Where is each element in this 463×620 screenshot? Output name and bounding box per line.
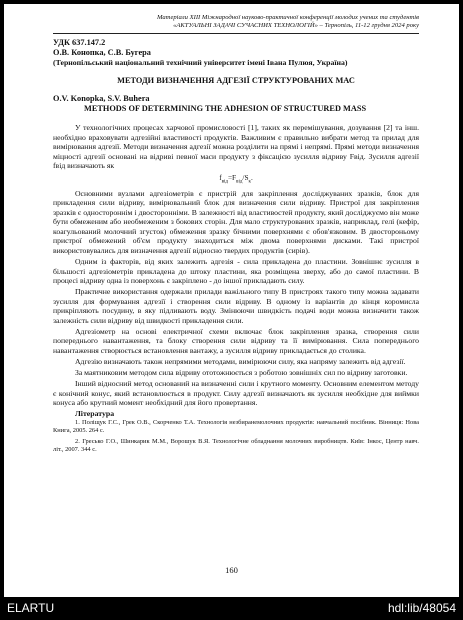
title-ukrainian: МЕТОДИ ВИЗНАЧЕННЯ АДГЕЗІЇ СТРУКТУРОВАНИХ МАС [117, 76, 355, 86]
handle-id: hdl:lib/48054 [387, 601, 456, 615]
page-number: 160 [225, 565, 238, 575]
paragraph-7: За маятниковим методом сила відриву ототожнюється з роботою зовнішніх сил по відриву заготовки. [75, 367, 408, 377]
page-content [53, 14, 419, 457]
literature-heading: Література [75, 409, 115, 419]
document-page [4, 4, 459, 597]
udc-code: УДК 637.147.2 [53, 38, 106, 48]
authors-ua: О.В. Конопка, С.В. Бугера [53, 48, 151, 58]
article-body [53, 123, 419, 454]
reference-2: 2. Гресько Г.О., Шинкарик М.М., Ворошук В.Я. Технологічне обладнання молочних виробництв. Київ: Інкос, Центр навч. літ., 2007. 344 с. [53, 438, 419, 454]
repository-name: ELARTU [7, 601, 55, 615]
affiliation: (Тернопільський національний технічний університет імені Івана Пулюя, Україна) [53, 58, 348, 68]
authors-en: O.V. Konopka, S.V. Buhera [53, 94, 150, 104]
reference-1: 1. Поліщук Г.С., Грек О.В., Скорченко Т.А. Технологія незбиранемолочних продуктів: навчальний посібник. Вінниця: Нова Книга, 2005. 264 с. [53, 419, 419, 435]
paragraph-5: Адгезіометр на основі електричної схеми включає блок закріплення зразка, створення сили попереднього навантаження, та блоку створення сили відриву та її вимірювання. Сила попереднього навантаження створюється встановлення вантажу, а зусилля відриву прикладається до столика. [53, 326, 419, 355]
adhesion-formula: $f_{від}=F_{від}/S_к$. [219, 172, 253, 184]
paragraph-3: Одним із факторів, від яких залежить адгезія - сила прикладена до пластини. Зовнішнє зусилля в більшості адгезіометрів прикладена до штоку пластини, яка розміщена зверху, або до самої пластини. В процесі відриву одна із поверхонь є закріплено - до іншої прикладають силу. [53, 257, 419, 286]
conference-header-line2: «АКТУАЛЬНІ ЗАДАЧІ СУЧАСНИХ ТЕХНОЛОГІЙ» – Тернопіль, 11-12 грудня 2024 року [173, 22, 419, 30]
paragraph-2: Основними вузлами адгезіометрів є пристрій для закріплення досліджуваних зразків, блок для прикладення сили відриву, вимірювальний блок для визначення сили відриву. Пристрої для закріплення зразків є одностороннім і двосторонніми. В залежності від властивостей продукту, який досліджуємо він може бути обмеженим або необмеженим з бокових сторін. Для мало структурованих зразків, наприклад, гелі (кефір, коагульований молочний згусток) обмеження зразку бічними поверхнями є обов'язковим. В двостороньому пристрої обмежений об'єм продукту знаходиться між двома поверхнями дисками. Такі пристрої використовувались для визначення адгезії відносно твердих продуктів (сирів). [53, 188, 419, 255]
header-divider [53, 33, 419, 34]
paragraph-8: Інший відносний метод оснований на визначенні сили і крутного моменту. Основним елементом методу є конічний конус, який встановлюється в продукт. Силу адгезії визначають як зусилля необхідне для виймки конуса або крутний момент необхідний для його провертання. [53, 379, 419, 408]
paragraph-6: Адгезію визначають також непрямими методами, вимірюючи силу, яка напряму залежить від адгезії. [75, 356, 406, 366]
title-english: METHODS OF DETERMINING THE ADHESION OF STRUCTURED MASS [84, 104, 367, 114]
paragraph-4: Практичне використання одержали прилади важільного типу В пристроях такого типу можна задавати зусилля для формування адгезії і створення сили відриву. В одному із варіантів до кінця коромисла прикріпляють посудину, в яку підливають воду. Змінюючи швидкість подачі води можна визначити також залежність сили відриву від швидкості прикладення сили. [53, 287, 419, 325]
paragraph-1: У технологічних процесах харчової промисловості [1], таких як перемішування, дозування [2] та інш. необхідно враховувати адгезійні властивості продуктів. Важливим є правильно вибрати метод та прилад для вимірювання адгезії. Методи визначення адгезії можна розділити на прямі і непрямі. Прямі методи визначення міцності адгезії основані на відриві певної маси продукту з фіксацією зусилля відриву Fвід. Зусилля адгезії fвід визначають як [53, 123, 419, 171]
conference-header-line1: Матеріали XIII Міжнародної науково-практичної конференції молодих учених та студентів [156, 14, 419, 21]
